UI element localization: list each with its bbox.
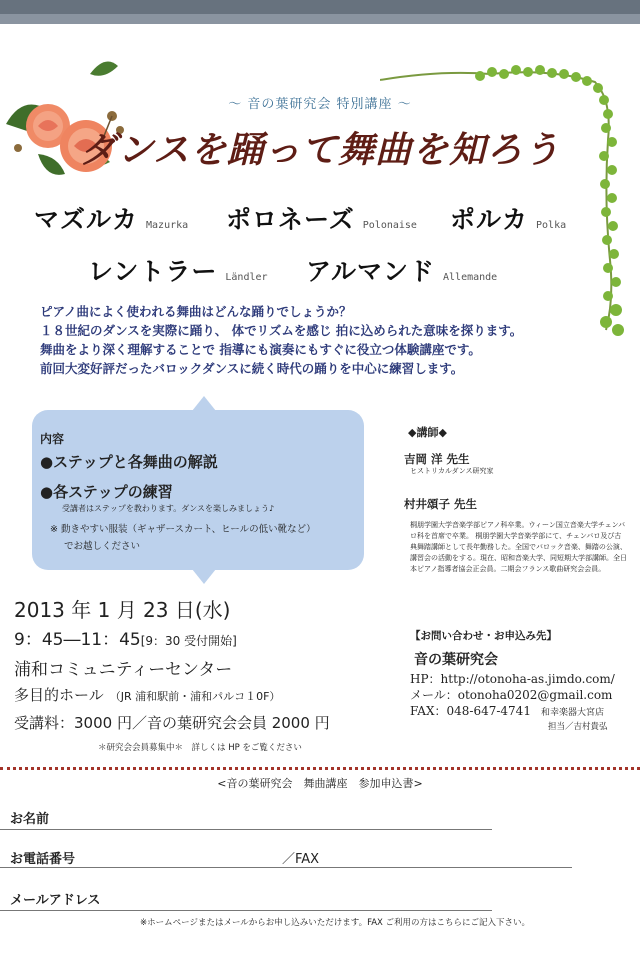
fax-field-label: ／FAX — [282, 852, 320, 867]
lecturer-name-yoshioka: 吉岡 洋 先生 — [404, 452, 470, 466]
lecturer-role-yoshioka: ヒストリカルダンス研究家 — [410, 467, 494, 475]
form-footnote: ※ホームページまたはメールからお申し込みいただけます。FAX ご利用の方はこちらにご記入下さい。 — [140, 918, 531, 928]
phone-fax-field-line[interactable] — [0, 867, 572, 868]
contact-org: 音の葉研究会 — [414, 652, 498, 668]
email-field-label: メールアドレス — [10, 893, 101, 908]
intro-line: 舞曲をより深く理解することで 指導にも演奏にもすぐに役立つ体験講座です。 — [40, 342, 481, 357]
clothing-note-line1: ※ 動きやすい服装（ギャザースカート、ヒールの低い靴など） — [50, 524, 316, 535]
intro-line: 前回大変好評だったバロックダンスに続く時代の踊りを中心に練習します。 — [40, 361, 464, 376]
practice-note: 受講者はステップを教わります。ダンスを楽しみましょう♪ — [62, 504, 275, 513]
contents-heading: 内容 — [40, 432, 65, 446]
box-notch-bottom — [192, 569, 216, 584]
contact-shop: 和幸楽器大宮店 — [540, 708, 604, 718]
event-hall: 多目的ホール — [14, 686, 104, 704]
dance-polonaise — [226, 200, 417, 236]
dance-jp-name: ポロネーズ — [226, 205, 355, 234]
contents-item-practice: ●各ステップの練習 — [40, 483, 173, 501]
clothing-note — [50, 521, 316, 555]
dance-en-name: Polonaise — [362, 220, 417, 231]
dance-jp-name: アルマンド — [306, 257, 436, 286]
event-date: 2013 年 1 月 23 日(水) — [14, 598, 231, 622]
event-reception: [9：30 受付開始] — [140, 634, 237, 648]
dance-mazurka — [34, 200, 188, 236]
dance-en-name: Ländler — [225, 272, 268, 283]
phone-field-label: お電話番号 — [10, 852, 76, 867]
member-recruit-note: ＊研究会会員募集中＊ 詳しくは HP をご覧ください — [98, 743, 302, 753]
lecturer-heading: ◆講師◆ — [408, 426, 447, 439]
top-bar — [0, 0, 640, 24]
event-time: 9：45―11：45 — [14, 630, 141, 650]
dance-jp-name: ポルカ — [450, 205, 529, 234]
event-time-row — [14, 625, 237, 650]
dance-en-name: Mazurka — [146, 220, 189, 231]
contact-hp-link[interactable]: HP：http://otonoha-as.jimdo.com/ — [410, 672, 615, 686]
dance-jp-name: レントラー — [88, 257, 218, 286]
lecturer-bio-murai: 桐朋学園大学音楽学部ピアノ科卒業。ウィーン国立音楽大学チェンバロ科を首席で卒業。 桐朋学園大学音楽学部にて、チェンバロ及び古典舞踏講師として長年勤務した。全国でバロック音楽、舞踏の公演、講習会の活動をする。現在、昭和音楽大学、同短期大学部講師。全日本ピアノ指導者協会正会員。二期会フランス歌曲研究会会員。 — [410, 521, 627, 573]
contact-mail-link[interactable]: メール：otonoha0202@gmail.com — [410, 688, 613, 702]
top-bar-stripe — [0, 14, 640, 24]
intro-text — [40, 302, 522, 378]
contact-person: 担当／吉村貴弘 — [548, 722, 608, 732]
intro-line: １８世紀のダンスを実際に踊り、 体でリズムを感じ 拍に込められた意味を探ります。 — [40, 323, 523, 338]
intro-line: ピアノ曲によく使われる舞曲はどんな踊りでしょうか？ — [40, 304, 352, 319]
event-subtitle: ～ 音の葉研究会 特別講座 ～ — [228, 97, 412, 112]
dance-polka — [450, 200, 566, 236]
form-title: <音の葉研究会 舞曲講座 参加申込書> — [217, 777, 423, 790]
event-hall-row — [14, 684, 280, 705]
event-hall-note: （JR 浦和駅前・浦和パルコ１0F） — [109, 690, 281, 703]
name-field-label: お名前 — [10, 812, 50, 827]
email-field-line[interactable] — [0, 910, 492, 911]
form-divider — [0, 767, 640, 770]
dance-en-name: Allemande — [443, 272, 498, 283]
contents-item-explanation: ●ステップと各舞曲の解説 — [40, 453, 218, 471]
dance-jp-name: マズルカ — [34, 205, 139, 234]
contact-heading: 【お問い合わせ・お申込み先】 — [410, 630, 557, 642]
lecturer-name-murai: 村井頌子 先生 — [404, 497, 478, 511]
dance-allemande — [306, 252, 497, 288]
dance-en-name: Polka — [536, 220, 567, 231]
box-notch-top — [192, 396, 216, 411]
contact-fax: FAX：048-647-4741 — [410, 704, 531, 718]
clothing-note-line2: でお越しください — [64, 541, 141, 552]
name-field-line[interactable] — [0, 829, 492, 830]
event-venue: 浦和コミュニティーセンター — [14, 660, 233, 680]
event-fee: 受講料：3000 円／音の葉研究会会員 2000 円 — [14, 714, 330, 732]
dance-landler — [88, 252, 268, 288]
contact-fax-row — [410, 702, 604, 719]
event-title: ダンスを踊って舞曲を知ろう — [79, 129, 561, 171]
